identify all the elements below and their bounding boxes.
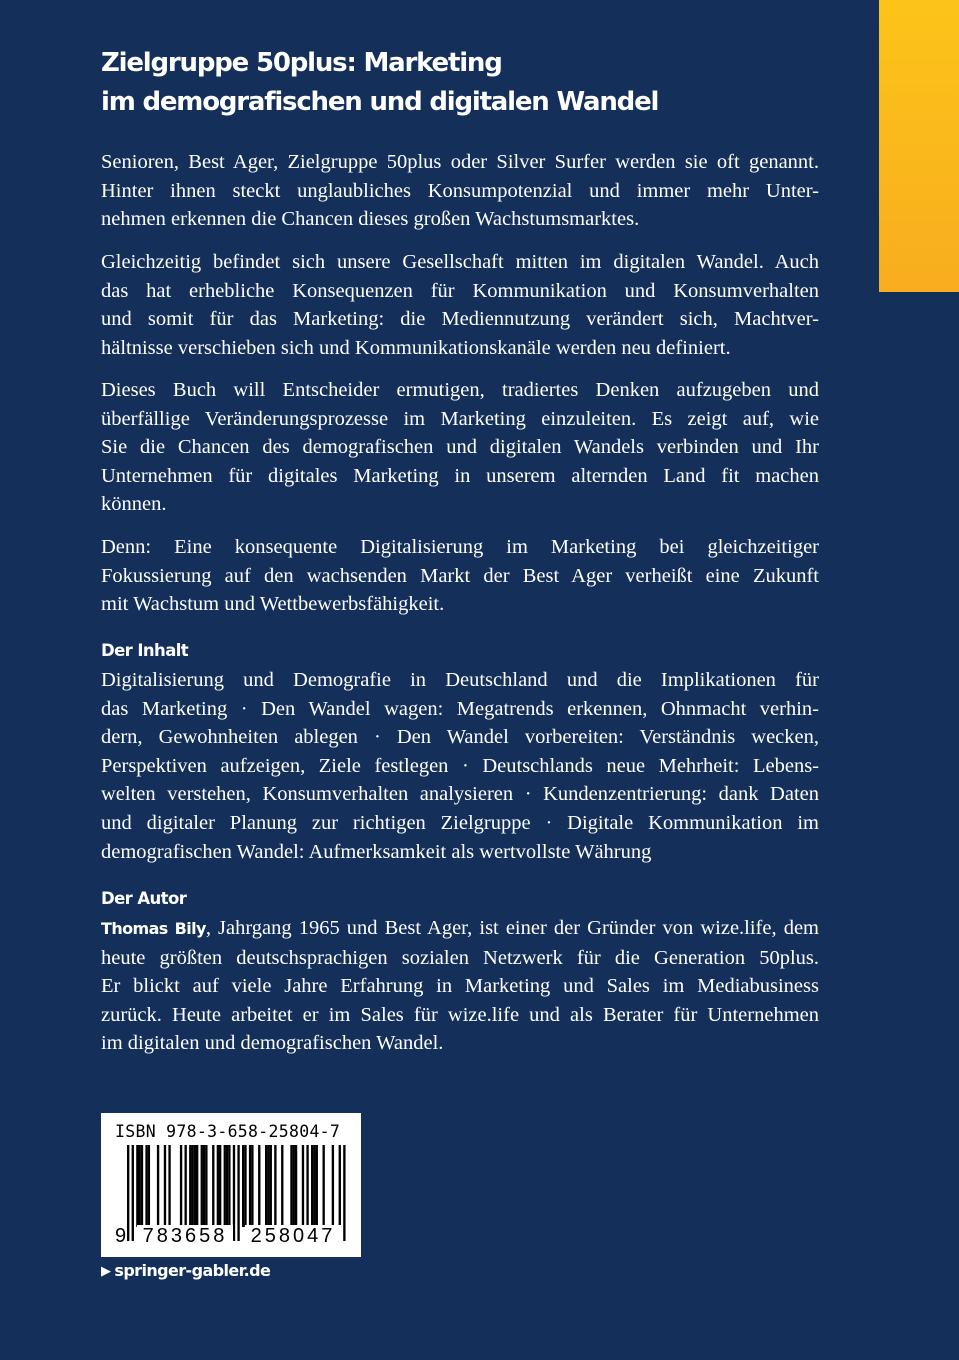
barcode-bar	[274, 1145, 276, 1227]
ean-left-group: 783658	[137, 1225, 233, 1248]
barcode-bar	[313, 1145, 315, 1227]
text-line: das Marketing · Den Wandel wagen: Megatrends erkennen, Ohnmacht verhin-	[101, 697, 819, 720]
ean-first-digit: 9	[115, 1225, 127, 1247]
book-title	[101, 44, 861, 122]
barcode-bar	[332, 1145, 334, 1227]
barcode-bar	[168, 1145, 170, 1227]
barcode-bar	[201, 1145, 203, 1227]
barcode-bar	[270, 1145, 272, 1227]
author-heading: Der Autor	[101, 889, 187, 908]
text-line: Unternehmen für digitales Marketing in unserem alternden Land fit machen	[101, 464, 819, 487]
barcode-bar	[139, 1145, 141, 1227]
text-line: können.	[101, 493, 167, 516]
barcode-bar	[164, 1145, 166, 1227]
barcode-bar	[228, 1145, 230, 1227]
barcode-bar	[251, 1145, 253, 1227]
barcode-bar	[311, 1145, 313, 1227]
barcode-bar	[293, 1145, 295, 1227]
barcode-bar	[194, 1145, 196, 1227]
barcode-bar	[141, 1145, 143, 1227]
barcode-bar	[226, 1145, 228, 1227]
barcode-bar	[196, 1145, 198, 1227]
blurb-paragraph-3	[101, 376, 819, 519]
text-line: dern, Gewohnheiten ablegen · Den Wandel vorbereiten: Verständnis wecken,	[101, 726, 819, 749]
text-line: heute größten deutschsprachigen sozialen Netzwerk für die Generation 50plus.	[101, 946, 819, 969]
barcode-bar	[244, 1145, 246, 1227]
barcode-bar	[242, 1145, 244, 1227]
blurb-paragraph-1	[101, 148, 819, 234]
barcode-bar	[323, 1145, 325, 1227]
text-line: Digitalisierung und Demografie in Deutschland und die Implikationen für	[101, 669, 819, 691]
triangle-right-icon: ▶	[101, 1264, 111, 1279]
author-name: Thomas Bily	[101, 919, 206, 938]
barcode-bar	[148, 1145, 150, 1227]
barcode-bar	[132, 1145, 134, 1241]
text-line: Gleichzeitig befindet sich unsere Gesellschaft mitten im digitalen Wandel. Auch	[101, 251, 819, 273]
barcode-bar	[180, 1145, 182, 1227]
barcode-bar	[295, 1145, 297, 1227]
text-line: im digitalen und demografischen Wandel.	[101, 1032, 444, 1055]
barcode-bar	[191, 1145, 193, 1227]
barcode-bar	[224, 1145, 226, 1227]
isbn-barcode	[101, 1113, 361, 1257]
barcode-bar	[217, 1145, 219, 1227]
barcode-bar	[233, 1145, 235, 1241]
blurb-paragraph-2	[101, 248, 819, 362]
text-line: Denn: Eine konsequente Digitalisierung im Marketing bei gleichzeitiger	[101, 536, 819, 558]
barcode-bar	[343, 1145, 345, 1241]
barcode-bar	[281, 1145, 283, 1227]
barcode-bar	[189, 1145, 191, 1227]
blurb-paragraph-4	[101, 533, 819, 619]
text-line: welten verstehen, Konsumverhalten analysieren · Kundenzentrierung: dank Daten	[101, 783, 819, 806]
barcode-bar	[185, 1145, 187, 1227]
barcode-bar	[302, 1145, 304, 1227]
text-line: Senioren, Best Ager, Zielgruppe 50plus oder Silver Surfer werden sie oft genannt.	[101, 151, 819, 173]
barcode-bar	[219, 1145, 221, 1227]
barcode-bar	[306, 1145, 308, 1227]
title-line-1: Zielgruppe 50plus: Marketing	[101, 48, 502, 78]
text-line: Hinter ihnen steckt unglaubliches Konsumpotenzial und immer mehr Unter-	[101, 179, 819, 202]
barcode-bar	[127, 1145, 129, 1241]
barcode-bar	[267, 1145, 269, 1227]
text-line	[101, 914, 819, 944]
barcode-bar	[136, 1145, 138, 1227]
ean-right-group: 258047	[245, 1225, 341, 1248]
title-line-2: im demografischen und digitalen Wandel	[101, 87, 659, 117]
text-line: Dieses Buch will Entscheider ermutigen, tradiertes Denken aufzugeben und	[101, 379, 819, 401]
text-line: und somit für das Marketing: die Mediennutzung verändert sich, Machtver-	[101, 308, 819, 331]
text-line: demografischen Wandel: Aufmerksamkeit als wertvollste Währung	[101, 840, 652, 863]
publisher-url: springer-gabler.de	[114, 1261, 271, 1280]
barcode-bar	[265, 1145, 267, 1227]
barcode-bar	[145, 1145, 147, 1227]
contents-heading: Der Inhalt	[101, 641, 189, 660]
author-bio	[101, 914, 819, 1058]
barcode-bar	[290, 1145, 292, 1227]
text-line: Er blickt auf viele Jahre Erfahrung in Marketing und Sales im Mediabusiness	[101, 975, 819, 998]
contents-text	[101, 666, 819, 866]
text-line: nehmen erkennen die Chancen dieses großen Wachstumsmarktes.	[101, 208, 640, 231]
publisher-link[interactable]	[101, 1261, 270, 1280]
text-line: überfällige Veränderungsprozesse im Marketing einzuleiten. Es zeigt auf, wie	[101, 407, 819, 430]
text-line: das hat erhebliche Konsequenzen für Kommunikation und Konsumverhalten	[101, 279, 819, 302]
accent-color-bar	[879, 0, 959, 292]
text-line: Perspektiven aufzeigen, Ziele festlegen · Deutschlands neue Mehrheit: Lebens-	[101, 754, 819, 777]
text-line: zurück. Heute arbeitet er im Sales für wize.life und als Berater für Unternehmen	[101, 1003, 819, 1026]
barcode-bar	[237, 1145, 239, 1241]
text-line: Fokussierung auf den wachsenden Markt der Best Ager verheißt eine Zukunft	[101, 564, 819, 587]
isbn-label: ISBN 978-3-658-25804-7	[115, 1122, 341, 1141]
barcode-bar	[203, 1145, 205, 1227]
text-line: Sie die Chancen des demografischen und digitalen Wandels verbinden und Ihr	[101, 436, 819, 459]
barcode-bar	[249, 1145, 251, 1227]
text-line: und digitaler Planung zur richtigen Zielgruppe · Digitale Kommunikation im	[101, 811, 819, 834]
text-line: mit Wachstum und Wettbewerbsfähigkeit.	[101, 593, 445, 616]
barcode-bar	[258, 1145, 260, 1227]
barcode-bar	[212, 1145, 214, 1227]
barcode-bar	[316, 1145, 318, 1227]
author-bio-first-line: , Jahrgang 1965 und Best Ager, ist einer der Gründer von wize.life, dem	[205, 917, 819, 939]
barcode-bar	[205, 1145, 207, 1227]
text-line: hältnisse verschieben sich und Kommunikationskanäle werden neu definiert.	[101, 336, 731, 359]
barcode-bar	[157, 1145, 159, 1227]
